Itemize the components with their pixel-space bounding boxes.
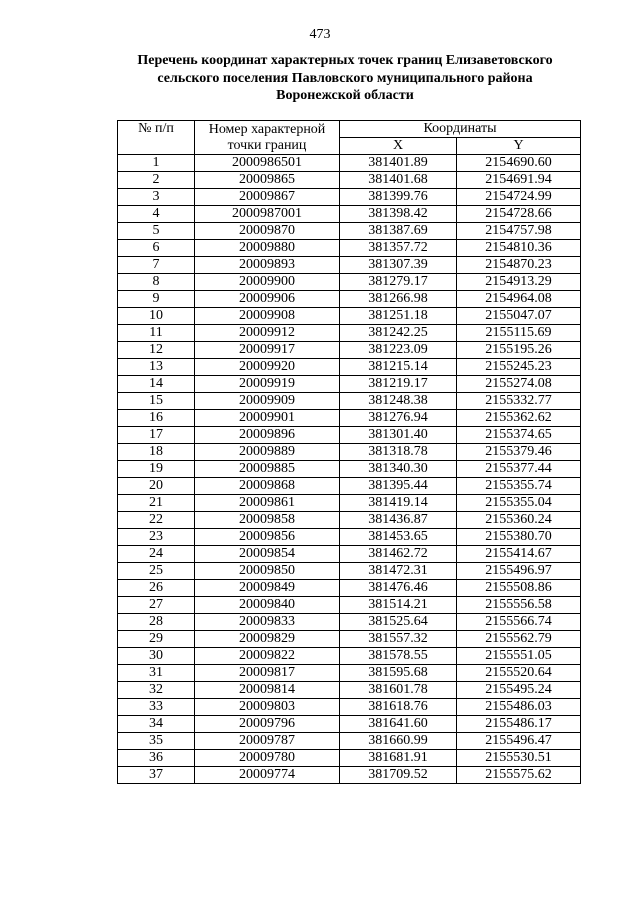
cell-point-id: 20009880: [195, 240, 340, 257]
cell-y: 2155530.51: [457, 750, 581, 767]
cell-y: 2155115.69: [457, 325, 581, 342]
table-row: [118, 206, 581, 223]
cell-number: 24: [118, 546, 195, 563]
cell-point-id: 20009814: [195, 682, 340, 699]
header-point-line-2: точки границ: [227, 137, 307, 153]
cell-number: 12: [118, 342, 195, 359]
cell-y: 2155496.97: [457, 563, 581, 580]
cell-y: 2155575.62: [457, 767, 581, 784]
cell-point-id: 20009867: [195, 189, 340, 206]
table-row: [118, 614, 581, 631]
cell-y: 2155495.24: [457, 682, 581, 699]
cell-point-id: 20009868: [195, 478, 340, 495]
cell-y: 2154691.94: [457, 172, 581, 189]
table-row: [118, 444, 581, 461]
cell-number: 31: [118, 665, 195, 682]
table-row: [118, 410, 581, 427]
cell-x: 381242.25: [340, 325, 457, 342]
cell-number: 27: [118, 597, 195, 614]
cell-number: 15: [118, 393, 195, 410]
cell-point-id: 20009906: [195, 291, 340, 308]
cell-point-id: 20009850: [195, 563, 340, 580]
cell-x: 381395.44: [340, 478, 457, 495]
title-line-2: сельского поселения Павловского муниципального района: [157, 70, 533, 86]
cell-number: 8: [118, 274, 195, 291]
cell-y: 2155566.74: [457, 614, 581, 631]
cell-y: 2154690.60: [457, 155, 581, 172]
cell-y: 2154913.29: [457, 274, 581, 291]
cell-point-id: 20009870: [195, 223, 340, 240]
cell-point-id: 20009774: [195, 767, 340, 784]
cell-y: 2155355.74: [457, 478, 581, 495]
cell-y: 2154964.08: [457, 291, 581, 308]
cell-point-id: 20009796: [195, 716, 340, 733]
cell-x: 381514.21: [340, 597, 457, 614]
cell-x: 381398.42: [340, 206, 457, 223]
cell-point-id: 20009896: [195, 427, 340, 444]
table-row: [118, 716, 581, 733]
title-line-3: Воронежской области: [276, 88, 414, 103]
cell-x: 381436.87: [340, 512, 457, 529]
table-row: [118, 682, 581, 699]
header-y: Y: [457, 138, 581, 155]
cell-x: 381660.99: [340, 733, 457, 750]
cell-y: 2155362.62: [457, 410, 581, 427]
table-row: [118, 155, 581, 172]
cell-x: 381276.94: [340, 410, 457, 427]
cell-x: 381601.78: [340, 682, 457, 699]
cell-x: 381215.14: [340, 359, 457, 376]
cell-point-id: 20009919: [195, 376, 340, 393]
cell-number: 9: [118, 291, 195, 308]
header-number: № п/п: [118, 121, 195, 155]
table-row: [118, 257, 581, 274]
header-point-number: [195, 121, 340, 155]
cell-number: 2: [118, 172, 195, 189]
cell-x: 381223.09: [340, 342, 457, 359]
cell-y: 2155486.03: [457, 699, 581, 716]
cell-y: 2154724.99: [457, 189, 581, 206]
cell-y: 2155380.70: [457, 529, 581, 546]
header-point-line-1: Номер характерной: [208, 121, 326, 137]
cell-point-id: 20009909: [195, 393, 340, 410]
cell-number: 33: [118, 699, 195, 716]
table-row: [118, 308, 581, 325]
cell-y: 2155332.77: [457, 393, 581, 410]
cell-point-id: 20009900: [195, 274, 340, 291]
table-row: [118, 189, 581, 206]
cell-y: 2155374.65: [457, 427, 581, 444]
cell-number: 35: [118, 733, 195, 750]
table-row: [118, 240, 581, 257]
cell-y: 2154757.98: [457, 223, 581, 240]
table-row: [118, 699, 581, 716]
table-row: [118, 376, 581, 393]
cell-x: 381301.40: [340, 427, 457, 444]
coordinates-table: [117, 120, 581, 784]
cell-point-id: 20009893: [195, 257, 340, 274]
cell-y: 2155556.58: [457, 597, 581, 614]
cell-number: 25: [118, 563, 195, 580]
cell-point-id: 20009840: [195, 597, 340, 614]
table-row: [118, 648, 581, 665]
cell-number: 18: [118, 444, 195, 461]
table-row: [118, 478, 581, 495]
cell-x: 381266.98: [340, 291, 457, 308]
cell-y: 2155486.17: [457, 716, 581, 733]
cell-number: 16: [118, 410, 195, 427]
cell-y: 2154870.23: [457, 257, 581, 274]
cell-point-id: 20009849: [195, 580, 340, 597]
table-row: [118, 665, 581, 682]
cell-y: 2155274.08: [457, 376, 581, 393]
cell-x: 381401.89: [340, 155, 457, 172]
cell-x: 381462.72: [340, 546, 457, 563]
cell-x: 381641.60: [340, 716, 457, 733]
cell-x: 381340.30: [340, 461, 457, 478]
cell-number: 34: [118, 716, 195, 733]
cell-point-id: 20009829: [195, 631, 340, 648]
table-row: [118, 291, 581, 308]
header-coordinates: Координаты: [340, 121, 581, 138]
cell-point-id: 20009822: [195, 648, 340, 665]
table-body: [118, 155, 581, 784]
cell-number: 3: [118, 189, 195, 206]
cell-number: 37: [118, 767, 195, 784]
cell-x: 381618.76: [340, 699, 457, 716]
cell-number: 20: [118, 478, 195, 495]
cell-number: 4: [118, 206, 195, 223]
cell-y: 2155379.46: [457, 444, 581, 461]
cell-point-id: 2000987001: [195, 206, 340, 223]
cell-number: 1: [118, 155, 195, 172]
cell-x: 381357.72: [340, 240, 457, 257]
cell-point-id: 20009858: [195, 512, 340, 529]
cell-y: 2154728.66: [457, 206, 581, 223]
cell-y: 2155047.07: [457, 308, 581, 325]
cell-number: 7: [118, 257, 195, 274]
page-number: 473: [309, 27, 331, 42]
cell-x: 381419.14: [340, 495, 457, 512]
cell-number: 5: [118, 223, 195, 240]
cell-point-id: 20009856: [195, 529, 340, 546]
cell-number: 13: [118, 359, 195, 376]
title-line-1: Перечень координат характерных точек границ Елизаветовского: [137, 53, 553, 68]
cell-x: 381307.39: [340, 257, 457, 274]
cell-point-id: 20009920: [195, 359, 340, 376]
cell-number: 21: [118, 495, 195, 512]
cell-y: 2154810.36: [457, 240, 581, 257]
cell-x: 381472.31: [340, 563, 457, 580]
cell-y: 2155377.44: [457, 461, 581, 478]
cell-point-id: 20009901: [195, 410, 340, 427]
cell-y: 2155551.05: [457, 648, 581, 665]
cell-x: 381595.68: [340, 665, 457, 682]
cell-number: 14: [118, 376, 195, 393]
table-row: [118, 495, 581, 512]
cell-y: 2155245.23: [457, 359, 581, 376]
cell-x: 381453.65: [340, 529, 457, 546]
cell-x: 381525.64: [340, 614, 457, 631]
table-row: [118, 580, 581, 597]
table-row: [118, 631, 581, 648]
cell-x: 381387.69: [340, 223, 457, 240]
document-title: [110, 52, 580, 105]
table-row: [118, 563, 581, 580]
cell-point-id: 20009780: [195, 750, 340, 767]
cell-point-id: 20009787: [195, 733, 340, 750]
cell-point-id: 20009912: [195, 325, 340, 342]
table-row: [118, 342, 581, 359]
table-row: [118, 393, 581, 410]
cell-point-id: 20009889: [195, 444, 340, 461]
table-row: [118, 512, 581, 529]
cell-number: 36: [118, 750, 195, 767]
cell-number: 6: [118, 240, 195, 257]
cell-y: 2155496.47: [457, 733, 581, 750]
cell-point-id: 20009854: [195, 546, 340, 563]
cell-point-id: 20009833: [195, 614, 340, 631]
cell-x: 381248.38: [340, 393, 457, 410]
table-row: [118, 325, 581, 342]
cell-x: 381681.91: [340, 750, 457, 767]
table-row: [118, 223, 581, 240]
table-row: [118, 767, 581, 784]
cell-x: 381399.76: [340, 189, 457, 206]
cell-number: 19: [118, 461, 195, 478]
cell-point-id: 20009885: [195, 461, 340, 478]
header-x: X: [340, 138, 457, 155]
cell-y: 2155508.86: [457, 580, 581, 597]
cell-number: 10: [118, 308, 195, 325]
table-row: [118, 427, 581, 444]
table-row: [118, 597, 581, 614]
cell-point-id: 2000986501: [195, 155, 340, 172]
cell-number: 17: [118, 427, 195, 444]
cell-y: 2155195.26: [457, 342, 581, 359]
cell-number: 11: [118, 325, 195, 342]
cell-number: 28: [118, 614, 195, 631]
cell-x: 381578.55: [340, 648, 457, 665]
cell-point-id: 20009861: [195, 495, 340, 512]
cell-number: 30: [118, 648, 195, 665]
cell-x: 381219.17: [340, 376, 457, 393]
table-row: [118, 750, 581, 767]
cell-number: 32: [118, 682, 195, 699]
table-header-row: [118, 121, 581, 138]
cell-y: 2155562.79: [457, 631, 581, 648]
cell-y: 2155520.64: [457, 665, 581, 682]
cell-y: 2155414.67: [457, 546, 581, 563]
table-row: [118, 274, 581, 291]
table-row: [118, 172, 581, 189]
cell-point-id: 20009917: [195, 342, 340, 359]
cell-number: 29: [118, 631, 195, 648]
cell-point-id: 20009908: [195, 308, 340, 325]
cell-x: 381318.78: [340, 444, 457, 461]
cell-point-id: 20009865: [195, 172, 340, 189]
cell-x: 381557.32: [340, 631, 457, 648]
table-row: [118, 529, 581, 546]
cell-x: 381251.18: [340, 308, 457, 325]
cell-x: 381401.68: [340, 172, 457, 189]
cell-x: 381279.17: [340, 274, 457, 291]
table-row: [118, 546, 581, 563]
table-row: [118, 461, 581, 478]
cell-point-id: 20009803: [195, 699, 340, 716]
cell-number: 23: [118, 529, 195, 546]
table-row: [118, 359, 581, 376]
cell-y: 2155360.24: [457, 512, 581, 529]
cell-number: 26: [118, 580, 195, 597]
cell-point-id: 20009817: [195, 665, 340, 682]
cell-x: 381476.46: [340, 580, 457, 597]
cell-x: 381709.52: [340, 767, 457, 784]
cell-number: 22: [118, 512, 195, 529]
cell-y: 2155355.04: [457, 495, 581, 512]
table-row: [118, 733, 581, 750]
